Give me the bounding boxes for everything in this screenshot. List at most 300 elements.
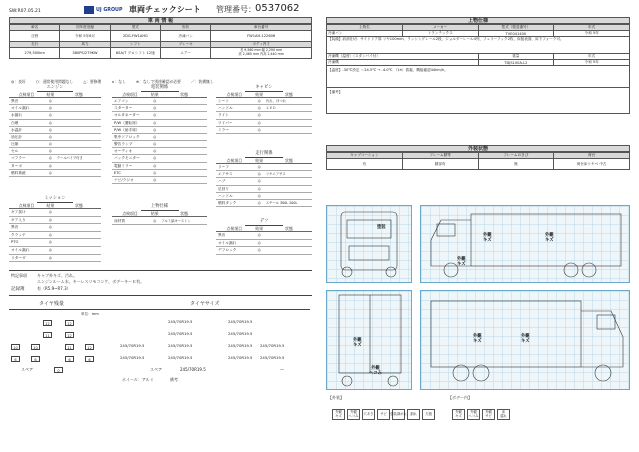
check-col-head: 結果	[150, 210, 159, 216]
tire-size-value: 245/70R19.5	[260, 355, 285, 360]
check-item-state	[57, 209, 101, 216]
tire-size-panel	[110, 302, 315, 387]
check-row	[216, 120, 312, 127]
tire-depth-value: 6	[65, 356, 74, 362]
check-col-head: 結果	[46, 91, 55, 97]
check-item-state	[57, 163, 101, 169]
legend-title: 【外装】	[328, 395, 344, 400]
check-item-state	[266, 186, 312, 192]
check-item-name: オイル漏れ	[11, 247, 30, 252]
tire-depth-value: 6	[85, 356, 94, 362]
check-item-result: ◎	[48, 232, 52, 237]
check-row	[216, 171, 312, 178]
check-item-name: 油圧計	[11, 134, 23, 139]
check-col-head: 状態	[285, 225, 293, 231]
vehicle-head: 馬力	[60, 42, 110, 48]
tire-depth-value: 10	[31, 344, 40, 350]
check-row	[112, 112, 207, 119]
check-row	[9, 105, 101, 112]
check-row	[9, 163, 101, 170]
check-item-name: ナビ/ラジオ	[114, 178, 134, 182]
notes-text: キャブ外キズ、汚れ。	[37, 273, 78, 278]
legend-body-item: 外観 キズ	[452, 409, 465, 420]
check-item-state: リヤエアサス	[265, 172, 286, 177]
check-item-name: 水漏れ	[11, 113, 23, 118]
damage-label: 外観 キズ	[545, 233, 554, 243]
check-item-result: ◎	[48, 163, 52, 168]
spec-temp: 【温度】-30℃設定 ＝24.5℃ → -4.0℃ （1h）着霜、機能確認44km/h。	[327, 66, 630, 88]
check-item-name: エアコン	[114, 98, 129, 103]
check-item-result: ◎	[153, 149, 157, 154]
check-row	[9, 247, 101, 255]
check-item-state	[266, 178, 312, 184]
check-row	[9, 112, 101, 119]
check-item-result: ◎	[153, 127, 157, 132]
check-row	[9, 239, 101, 247]
vehicle-val: 279,500km	[10, 48, 60, 59]
check-table-mission	[9, 197, 101, 262]
check-col-head: 結果	[255, 157, 264, 163]
check-item-state	[57, 224, 101, 231]
mgmt-number: 0537062	[255, 3, 300, 14]
check-row	[9, 98, 101, 105]
check-row	[112, 105, 207, 112]
vehicle-info	[9, 17, 312, 59]
spec-head2: 重量	[478, 54, 554, 60]
check-col-head: 結果	[255, 91, 264, 97]
check-item-state	[57, 148, 101, 154]
vehicle-val: 380PS/279KW	[60, 48, 110, 59]
check-row	[216, 200, 312, 207]
check-item-result: ◎	[48, 127, 52, 132]
check-item-state	[161, 112, 207, 118]
check-item-name: デフロック	[218, 248, 237, 253]
check-item-name: ミラー	[218, 127, 230, 132]
notes-box	[9, 270, 312, 296]
check-item-result: ◎	[257, 193, 261, 198]
check-item-state	[161, 134, 207, 140]
tire-size-value: 245/70R19.5	[168, 319, 193, 324]
check-row	[112, 120, 207, 127]
vehicle-val: 2DG-FW1AHG	[110, 31, 160, 42]
spare-depth: 0	[54, 367, 63, 373]
check-item-state	[57, 217, 101, 224]
check-item-state	[57, 127, 101, 133]
check-item-name: PTO	[11, 240, 19, 245]
check-item-name: オーディオ	[114, 149, 133, 154]
upper-spec	[326, 17, 630, 114]
check-item-result: ◎	[48, 255, 52, 260]
check-col-head: 状態	[180, 210, 189, 216]
check-col-head: 状態	[285, 91, 293, 97]
tire-depth-value: 12	[65, 332, 74, 338]
check-row	[216, 232, 312, 240]
damage-label: 外観 キズ	[353, 338, 362, 348]
check-item-name: リーフ	[218, 164, 229, 169]
tire-size-value: 245/70R19.5	[168, 343, 193, 348]
header-date: SW:R07.05.21	[9, 9, 41, 14]
check-row	[9, 120, 101, 127]
check-row	[9, 209, 101, 217]
check-table-title: ミッション	[37, 197, 74, 203]
check-table-title: 上物仕様	[141, 205, 179, 211]
check-item-result: ◎	[48, 113, 52, 118]
check-item-result: ◎	[48, 209, 52, 214]
body-dim: 高 2,460 mm 内高 2,440 mm	[238, 52, 284, 56]
vehicle-head: ブレーキ	[160, 42, 210, 48]
check-row	[112, 217, 207, 225]
check-item-name: 異音	[11, 98, 19, 103]
check-item-result: ◎	[48, 156, 52, 161]
check-item-result: ◎	[48, 225, 52, 230]
check-item-result: ◎	[257, 186, 261, 191]
ext-head: フレーム錆等	[402, 153, 478, 159]
result-legend	[11, 80, 214, 84]
legend-ext-item: 外観 ヘコみ	[347, 409, 360, 420]
legend-ext-item: 塗装剥がれ	[392, 409, 405, 420]
check-row	[112, 170, 207, 177]
vehicle-val: エアー	[160, 48, 210, 59]
check-row	[216, 240, 312, 248]
check-item-name: リターダ	[11, 255, 26, 260]
check-item-name: 異音	[218, 232, 226, 237]
check-item-name: 水温計	[11, 127, 23, 132]
check-table-electrical	[112, 86, 207, 184]
check-item-result: ◎	[257, 164, 261, 169]
check-item-name: オルタネーター	[114, 113, 140, 118]
check-item-result: ◎	[257, 248, 261, 253]
check-item-state	[161, 120, 207, 126]
tire-size-value: 245/70R19.5	[168, 331, 193, 336]
check-item-result: ◎	[257, 179, 261, 184]
check-item-name: ライト	[218, 113, 229, 118]
check-item-result: ◎	[257, 200, 261, 205]
logo-text: UJ GROUP	[96, 8, 123, 13]
spec-head2: 冷凍機（温度）（スタンバイ付）	[327, 54, 479, 60]
check-item-state	[57, 98, 101, 104]
check-item-result: ◎	[257, 98, 261, 103]
check-item-name: 白煙	[11, 120, 19, 125]
check-item-state	[266, 232, 312, 239]
check-item-result: ◎	[153, 178, 157, 182]
check-table-running	[216, 152, 312, 207]
legend-ext-item: 穴あき	[362, 409, 375, 420]
legend-none: ×：なし	[111, 79, 126, 84]
legend-title: 【ボデー内】	[448, 395, 472, 400]
check-item-state	[161, 170, 207, 176]
tire-size-value: 245/70R19.5	[120, 355, 145, 360]
vehicle-head: 型式	[110, 25, 160, 31]
check-item-name: セル	[11, 149, 19, 154]
check-row	[216, 164, 312, 171]
legend-body-item: 外観 サビ	[482, 409, 495, 420]
check-col-head: 結果	[255, 225, 264, 231]
check-item-name: ETC	[114, 170, 121, 175]
check-row	[216, 178, 312, 185]
check-col-head: 状態	[75, 202, 83, 208]
check-item-state	[266, 240, 312, 247]
remark-label: 備考	[170, 377, 178, 382]
check-item-name: オイル漏れ	[11, 106, 30, 111]
check-row	[112, 155, 207, 162]
check-item-name: 燃料系統	[11, 170, 26, 175]
check-item-result: ◎	[257, 127, 261, 132]
legend-check: ※：なしで別途確認が必要	[135, 79, 181, 84]
check-item-result: ◎	[153, 106, 157, 111]
check-item-state	[161, 155, 207, 161]
check-row	[216, 98, 312, 105]
check-item-name: ギア抜け	[11, 209, 26, 214]
check-table-upper	[112, 205, 207, 225]
check-item-state	[57, 170, 101, 176]
check-item-name: スターター	[114, 106, 133, 111]
ext-head: キャブコーション	[327, 153, 403, 159]
check-table-engine	[9, 86, 101, 177]
notes-label: 特記事項	[11, 273, 27, 278]
check-table-def	[216, 220, 312, 255]
check-row	[216, 186, 312, 193]
vehicle-val: 令和 5年6月	[60, 31, 110, 42]
legend-good: ◎：良好	[11, 79, 26, 84]
check-item-name: P/W（運転席）	[114, 120, 140, 125]
vehicle-head: シフト	[110, 42, 160, 48]
check-item-name: エアサス	[218, 172, 233, 177]
vehicle-val: FW1AH-122606	[211, 31, 312, 42]
check-item-state	[266, 164, 312, 170]
check-col-head: 状態	[180, 91, 189, 97]
tire-depth-value: 12	[65, 320, 74, 326]
tire-size-value: 245/70R19.5	[120, 343, 145, 348]
check-item-name: 異音	[11, 225, 19, 230]
check-item-state	[266, 120, 312, 126]
check-item-result: ◎	[153, 163, 157, 168]
exterior-title: 外装状態	[326, 145, 630, 152]
page-title: 車両チェックシート	[129, 5, 201, 14]
vehicle-head: 車台番号	[211, 25, 312, 31]
tire-depth-value: 11	[43, 332, 52, 338]
check-item-name: 警告ランプ	[114, 142, 133, 147]
check-item-result: ◎	[48, 134, 52, 139]
tire-depth-value: 12	[43, 320, 52, 326]
damage-label: 外観 キズ	[483, 233, 492, 243]
tire-spare-size: 245/70R19.5	[180, 367, 206, 372]
exterior-status	[326, 145, 630, 170]
tire-depth-value: 10	[11, 344, 20, 350]
check-row	[216, 112, 312, 119]
check-item-result: ◎	[153, 218, 157, 223]
check-item-result: ◎	[48, 120, 52, 125]
check-item-name: バックモニター	[114, 156, 140, 161]
check-item-state	[161, 105, 207, 111]
body-dim: 長 9,560 mm 幅 2,290 mm	[240, 48, 283, 53]
damage-label: 外観 キズ	[521, 334, 530, 344]
check-row	[112, 134, 207, 141]
check-item-state: アルミ縞キーストン	[161, 218, 191, 223]
check-col-head: 点検項目	[226, 91, 243, 97]
check-col-head: 点検項目	[18, 202, 35, 208]
damage-label: 外観 キズ	[457, 257, 466, 267]
check-table-title: 電装関係	[141, 86, 179, 92]
check-item-state	[57, 255, 101, 262]
check-item-name: 集中ドアロック	[114, 134, 140, 139]
check-item-state	[266, 112, 312, 118]
check-table-cabin	[216, 86, 312, 134]
spec-val2: TDJS100A-L2	[478, 60, 554, 66]
check-item-name: ハブ	[218, 179, 226, 184]
legend-ext-item: 割れ	[407, 409, 420, 420]
check-item-result: ◎	[153, 113, 157, 118]
check-col-head: 結果	[46, 202, 55, 208]
tire-depth-unit: 単位：mm	[81, 312, 99, 316]
check-row	[9, 232, 101, 240]
tire-size-title: タイヤサイズ	[190, 301, 220, 307]
check-item-state	[161, 148, 207, 154]
notes-text: エンジンルーム水、キーレスリモコンケ、ボデーキーＥ有。	[37, 279, 145, 284]
mgmt-label: 管理番号：	[216, 5, 256, 14]
check-row	[216, 105, 312, 112]
diagram-side-bottom	[420, 290, 630, 390]
ext-head: フレームのきび	[478, 153, 554, 159]
check-row	[112, 163, 207, 170]
tire-size-value: 245/70R19.5	[168, 355, 193, 360]
vehicle-val: 日野	[10, 31, 60, 42]
check-row	[9, 134, 101, 141]
legend-ext-item: 外観 キズ	[332, 409, 345, 420]
tire-depth-value: 12	[85, 344, 94, 350]
check-row	[9, 155, 101, 162]
ext-val: 無	[478, 159, 554, 170]
vehicle-head: 初年度登録	[60, 25, 110, 31]
check-item-name: P/W（助手席）	[114, 127, 140, 132]
spec-equip: 【装備】前部仕切：サイドドア扉 リヤ100mm、ラッシングレール2段、ジョルダーレール4列、フェリーフック2枚、床板表面、床下フォーク可。	[327, 37, 630, 54]
spec-val: TVE041400	[478, 31, 554, 37]
vehicle-head: 形状	[160, 25, 210, 31]
tire-size-value: 245/70R19.5	[228, 355, 253, 360]
check-item-result: ◎	[48, 106, 52, 111]
tire-spare-label: スペア	[150, 367, 162, 372]
check-row	[9, 224, 101, 232]
check-col-head: 点検項目	[122, 210, 138, 216]
ext-val: 有	[327, 159, 403, 170]
check-row	[112, 127, 207, 134]
check-item-result: ◎	[153, 142, 157, 147]
check-col-head: 状態	[285, 157, 293, 163]
record-label: 記録簿	[11, 287, 25, 292]
check-item-name: ワイパー	[218, 120, 233, 125]
check-item-name: 電動ミラー	[114, 163, 133, 168]
spec-val: トランテックス	[402, 31, 478, 37]
check-row	[9, 255, 101, 263]
legend-noequip: ／：装備無し	[190, 79, 214, 84]
check-item-name: ギア入り	[11, 217, 26, 222]
check-table-title: キャビン	[245, 86, 283, 92]
spec-title: 上物仕様	[326, 17, 630, 24]
vehicle-section-title: 車 両 情 報	[9, 17, 312, 24]
check-item-state	[57, 247, 101, 254]
check-item-state	[161, 141, 207, 147]
check-item-result: ◎	[48, 142, 52, 147]
spec-val: 冷凍バン	[327, 31, 403, 37]
check-row	[9, 170, 101, 177]
check-col-head: 点検項目	[226, 157, 243, 163]
check-item-state: ＬＥＤ	[265, 106, 276, 111]
damage-label: 外観 キズ	[473, 334, 482, 344]
ext-val: 荷台床リヤペ 中古	[554, 159, 630, 170]
wheel-label: ホイール：アルミ	[122, 377, 154, 382]
spec-val2: 冷凍機	[327, 60, 479, 66]
damage-label: 塗装	[377, 225, 386, 230]
ext-head: 荷台	[554, 153, 630, 159]
spec-head: 年式	[554, 25, 630, 31]
vehicle-head: 走行	[10, 42, 60, 48]
check-item-result: ◎	[48, 149, 52, 154]
check-item-state	[57, 105, 101, 111]
spec-val2: 令和 5年	[554, 60, 630, 66]
check-item-result: ◎	[48, 217, 52, 222]
check-row	[112, 98, 207, 105]
check-item-name: 足回り	[218, 186, 230, 191]
check-item-state	[57, 141, 101, 147]
check-col-head: 結果	[150, 91, 159, 97]
check-row	[9, 141, 101, 148]
check-item-state	[57, 232, 101, 239]
check-item-state: スチール 300L 200L	[265, 200, 298, 205]
check-item-name: クラッチ	[11, 232, 26, 237]
check-row	[9, 148, 101, 155]
tire-depth-title: タイヤ残量	[39, 301, 64, 307]
check-item-result: ◎	[257, 113, 261, 118]
legend-ext-item: サビ	[377, 409, 390, 420]
check-item-name: マフラー	[11, 156, 26, 161]
check-item-result: ◎	[48, 247, 52, 252]
check-item-name: ターボ	[11, 163, 23, 168]
check-item-name: ハンドル	[218, 106, 233, 111]
tire-size-value: 245/70R19.5	[228, 331, 253, 336]
check-item-result: ◎	[257, 172, 261, 177]
legend-ok: ○：通常使用問題なし	[35, 79, 74, 84]
check-item-state	[161, 127, 207, 133]
check-row	[112, 148, 207, 155]
check-item-result: ◎	[153, 170, 157, 175]
check-item-result: ◎	[257, 232, 261, 237]
check-item-name: ハンドル	[218, 193, 233, 198]
check-row	[112, 141, 207, 148]
check-item-result: ◎	[48, 240, 52, 245]
diagram-side-top	[420, 205, 630, 283]
check-item-result: ◎	[257, 240, 261, 245]
check-item-name: 燃料タンク	[218, 200, 237, 205]
check-item-state: テールパイプ付き	[56, 156, 83, 161]
check-item-name: 圧縮	[11, 142, 19, 147]
tire-size-value: 245/70R19.5	[260, 343, 285, 348]
legend-body-item: 床 腐れ	[497, 409, 510, 420]
spec-head: 型式（製造番号）	[478, 25, 554, 31]
check-item-result: ◎	[153, 98, 157, 103]
spec-head: 上物名	[327, 25, 403, 31]
check-item-state	[266, 247, 312, 254]
check-item-result: ◎	[257, 106, 261, 111]
check-col-head: 点検項目	[122, 91, 138, 97]
check-row	[9, 217, 101, 225]
record-text: 有（R5.9~R7.3）	[37, 286, 71, 291]
check-item-state	[266, 193, 312, 199]
check-row	[216, 193, 312, 200]
check-item-state: 汚れ、ほつれ	[265, 98, 286, 103]
tire-depth-value: 11	[65, 344, 74, 350]
check-item-state	[161, 177, 207, 183]
check-item-result: ◎	[48, 170, 52, 175]
legend-body-item: 外観 ヘコみ	[467, 409, 480, 420]
